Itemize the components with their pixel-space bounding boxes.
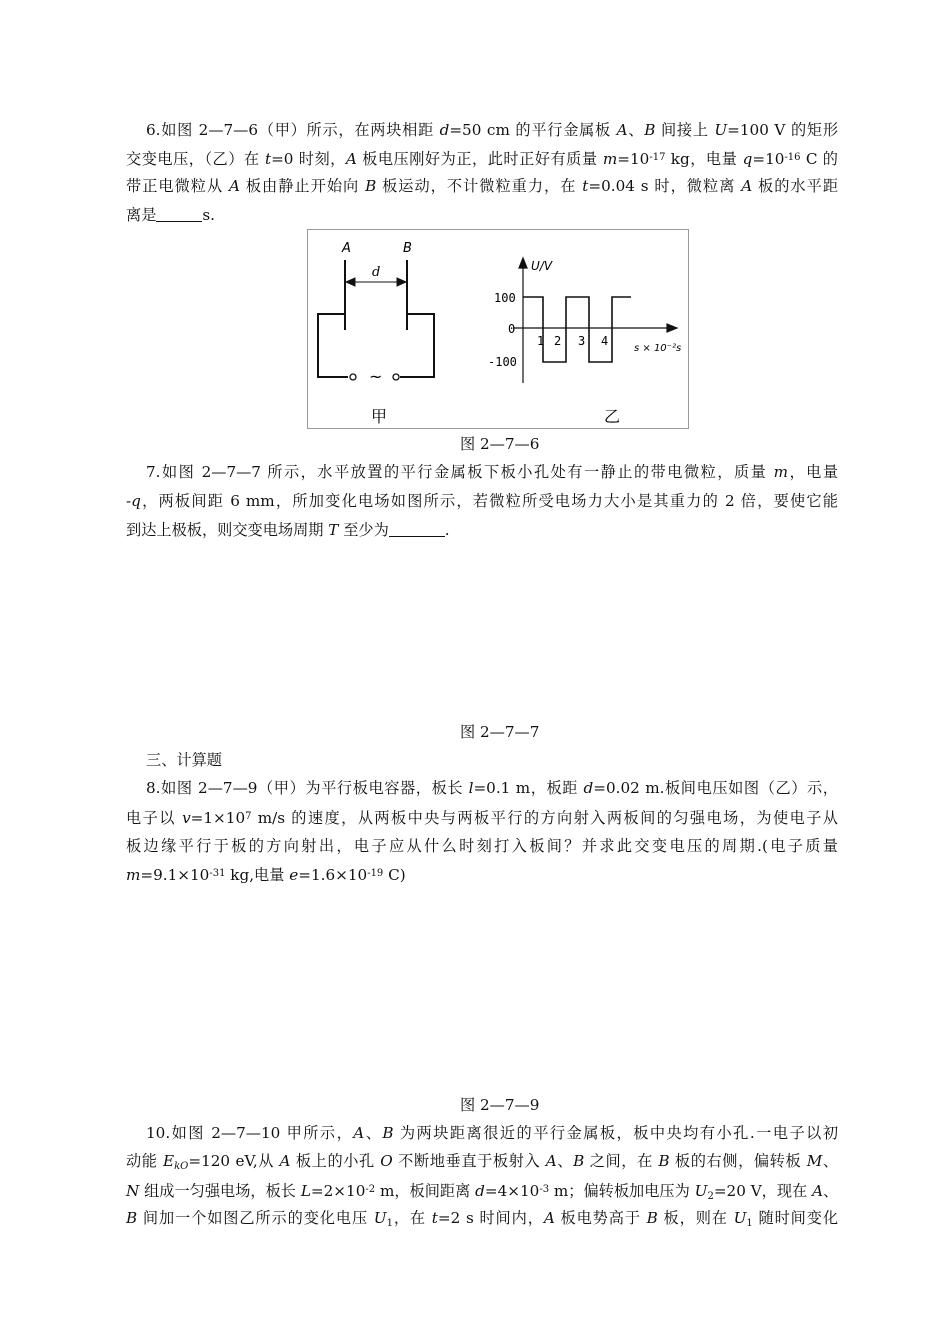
q8-line-2: 电子以 $v=1\times 10^7$ m/s 的速度，从两板中央与两板平行的方向射入两板间的匀强电场，为使电子从 [126,809,838,827]
q7-line-1: 7.如图 2—7—7 所示，水平放置的平行金属板下板小孔处有一静止的带电微粒，质量 m，电量 [146,463,839,481]
tick-0: 0 [508,322,516,336]
q8-line-3: 板边缘平行于板的方向射出，电子应从什么时刻打入板间？并求此交变电压的周期.(电子质量 [126,837,838,855]
plate-b-label: B [403,241,412,256]
square-wave [523,297,631,362]
terminal-right [393,374,399,380]
q8-line-4: $m=9.1\times 10^{-31}$ kg,电量 $e=1.6\times 10^{-19}$ C) [126,866,406,884]
tick-minus-100: -100 [488,355,517,369]
caption-fig-2-7-7: 图 2—7—7 [460,723,540,741]
figure-2-7-6 [307,229,689,429]
label-jia: 甲 [371,407,388,426]
tick-1: 1 [537,334,545,348]
distance-label: d [372,265,381,280]
tick-100: 100 [494,291,516,305]
q6-line-3: 带正电微粒从 A 板由静止开始向 B 板运动，不计微粒重力，在 t=0.04 s 时，微粒离 A 板的水平距 [126,177,839,195]
caption-fig-2-7-9: 图 2—7—9 [460,1096,540,1114]
wave-axes [513,258,677,383]
q6-line-2: 交变电压，（乙）在 t=0 时刻，A 板电压刚好为正，此时正好有质量 $m=10^{-17}$ kg，电量 $q=10^{-16}$ C 的 [126,150,838,168]
label-yi: 乙 [604,407,621,426]
q10-line-3: N 组成一匀强电场，板长 $L=2\times 10^{-2}$ m，板间距离 $d=4\times 10^{-3}$ m；偏转板加电压为 $U_2=20$ V，现在 A、 [126,1182,839,1202]
wave-dashed-guides [543,297,612,362]
q7-line-2: -q，两板间距 6 mm，所加变化电场如图所示，若微粒所受电场力大小是其重力的 2 倍，要使它能 [126,492,838,510]
terminal-left [350,374,356,380]
q6-line-1: 6.如图 2—7—6（甲）所示，在两块相距 d=50 cm 的平行金属板 A、B 间接上 U=100 V 的矩形 [146,121,839,139]
q10-line-4: B 间加一个如图乙所示的变化电压 $U_1$，在 t=2 s 时间内，A 板电势高于 B 板，则在 $U_1$ 随时间变化 [126,1209,839,1229]
ac-source-symbol: ~ [369,367,383,386]
q10-line-1: 10.如图 2—7—10 甲所示，A、B 为两块距离很近的平行金属板，板中央均有小孔.一电子以初 [146,1124,839,1142]
caption-fig-2-7-6: 图 2—7—6 [460,435,540,453]
q8-line-1: 8.如图 2—7—9（甲）为平行板电容器，板长 l=0.1 m，板距 d=0.02 m.板间电压如图（乙）示， [146,779,838,797]
answer-blank [389,522,445,537]
figure-2-7-6-svg [308,230,688,428]
q7-line-3: 到达上极板，则交变电场周期 T 至少为 . [126,521,450,539]
q6-line-4: 离是 s. [126,206,215,224]
x-axis-label: s × 10⁻²s [634,343,682,354]
tick-4: 4 [601,334,609,348]
answer-blank [156,207,202,222]
plate-a-label: A [342,241,351,256]
y-axis-label: U/V [531,259,553,273]
q10-line-2: 动能 $E_{kO}=120$ eV,从 A 板上的小孔 O 不断地垂直于板射入 A、B 之间，在 B 板的右侧，偏转板 M、 [126,1152,839,1172]
section-heading: 三、计算题 [146,751,222,769]
tick-2: 2 [554,334,562,348]
tick-3: 3 [578,334,586,348]
